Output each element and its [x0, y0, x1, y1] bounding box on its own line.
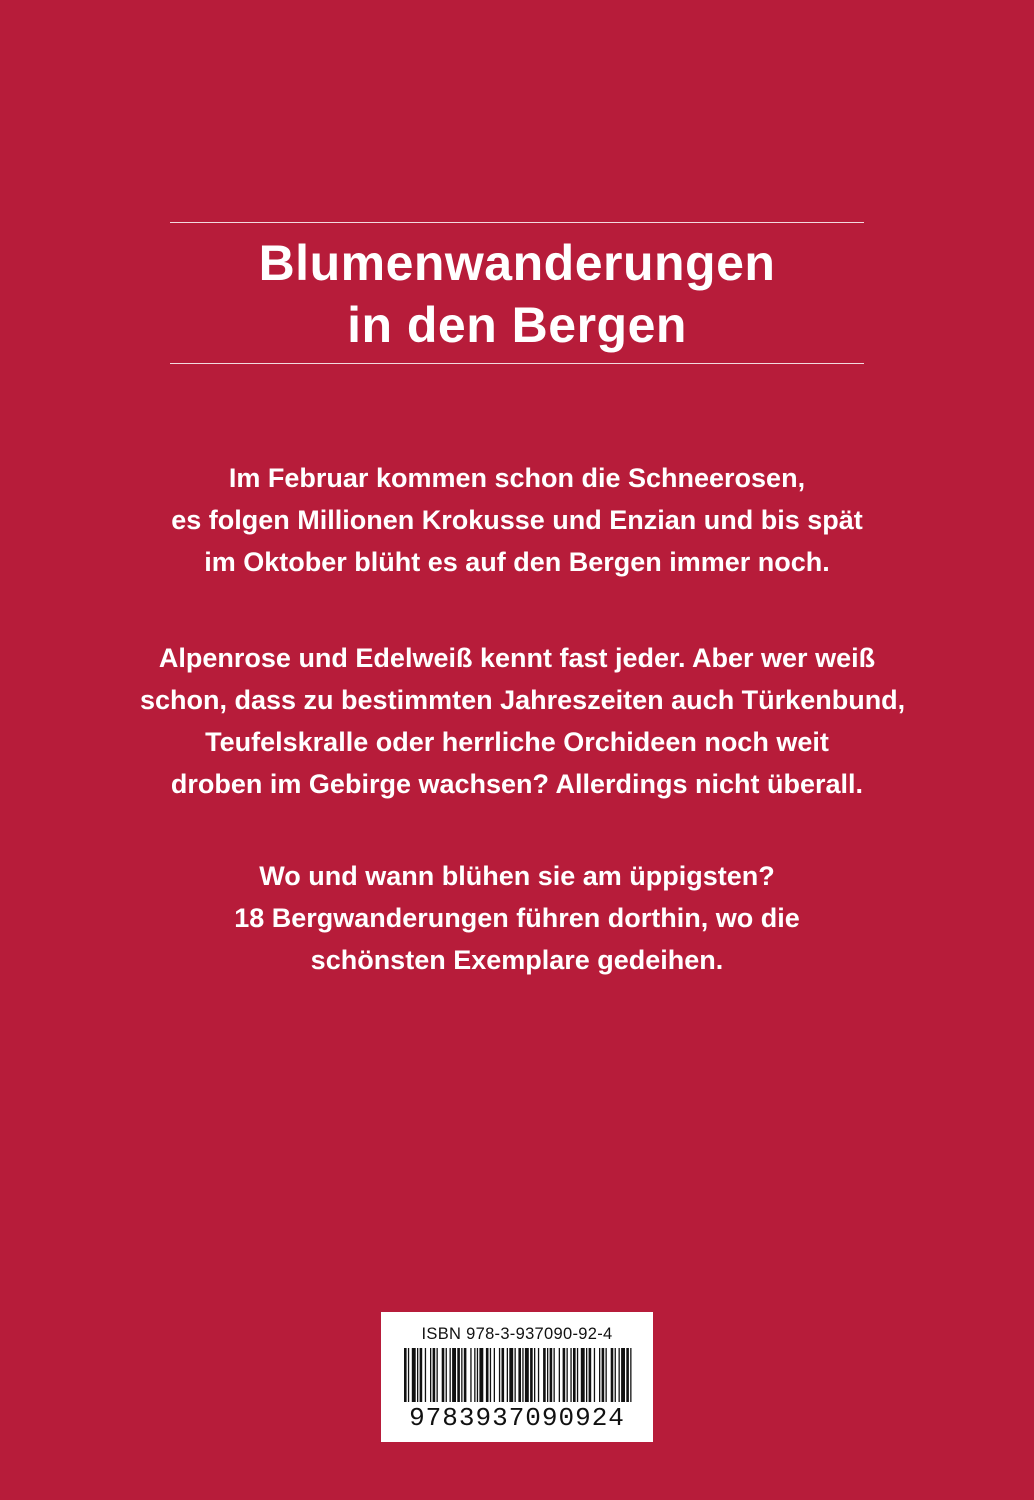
- ean-digits: 9783937090924: [391, 1402, 643, 1434]
- blurb-paragraph-1: [140, 457, 894, 583]
- blurb-line: Teufelskralle oder herrliche Orchideen noch weit: [205, 727, 829, 757]
- blurb-line: Wo und wann blühen sie am üppigsten?: [259, 861, 775, 891]
- blurb-line: droben im Gebirge wachsen? Allerdings nicht überall.: [170, 769, 864, 799]
- book-title-line-2: in den Bergen: [347, 297, 687, 353]
- blurb-line: schönsten Exemplare gedeihen.: [310, 945, 724, 975]
- blurb-paragraph-2: [140, 637, 906, 805]
- isbn-label: ISBN 978-3-937090-92-4: [421, 1325, 613, 1343]
- title-rule-top: [170, 222, 864, 223]
- blurb-line: schon, dass zu bestimmten Jahreszeiten auch Türkenbund,: [140, 685, 906, 715]
- blurb-paragraph-3: [140, 855, 894, 981]
- blurb-line: es folgen Millionen Krokusse und Enzian und bis spät: [171, 505, 863, 535]
- blurb-line: im Oktober blüht es auf den Bergen immer noch.: [204, 547, 830, 577]
- blurb-line: Im Februar kommen schon die Schneerosen,: [228, 463, 806, 493]
- isbn-barcode: [381, 1312, 653, 1442]
- blurb-line: Alpenrose und Edelweiß kennt fast jeder. Aber wer weiß: [158, 643, 876, 673]
- book-title: [170, 232, 864, 356]
- blurb-line: 18 Bergwanderungen führen dorthin, wo die: [234, 903, 800, 933]
- title-rule-bottom: [170, 363, 864, 364]
- book-title-line-1: Blumenwanderungen: [258, 235, 776, 291]
